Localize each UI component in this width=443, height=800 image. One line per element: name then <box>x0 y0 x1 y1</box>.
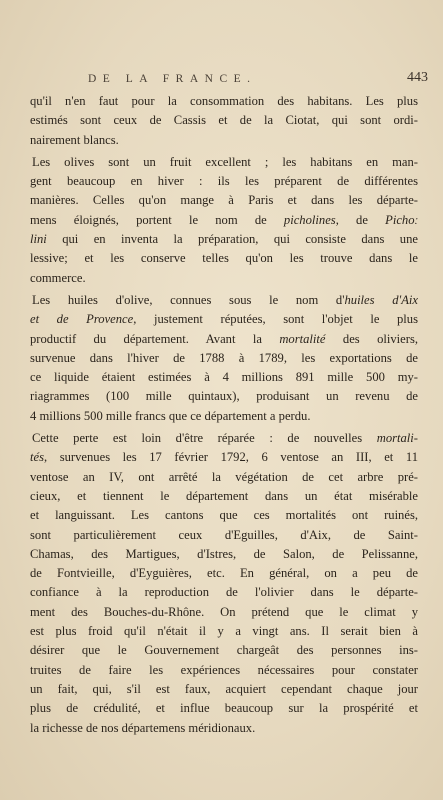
text-line <box>30 448 418 467</box>
text-line <box>30 526 418 545</box>
text-segment: la richesse de nos départemens méridionaux. <box>30 720 256 735</box>
text-segment: Cette perte est loin d'être réparée : de nouvelles <box>32 431 377 446</box>
text-line <box>30 330 418 349</box>
italic-text: picholines <box>283 212 336 227</box>
text-line <box>30 153 418 172</box>
paragraph <box>30 291 418 426</box>
text-segment: , justement réputées, sont l'objet le plus <box>133 312 418 327</box>
text-line <box>30 429 418 448</box>
text-line <box>30 191 418 210</box>
paragraph <box>30 429 418 738</box>
text-segment: qui en inventa la préparation, qui consiste dans une <box>46 232 418 247</box>
text-line <box>30 249 418 268</box>
text-line <box>30 545 418 564</box>
text-line <box>30 487 418 506</box>
text-segment: survenue dans l'hiver de 1788 à 1789, les exportations de <box>30 350 418 365</box>
text-segment: Les huiles d'olive, connues sous le nom d' <box>32 292 345 307</box>
running-head: DE LA FRANCE. <box>88 73 257 85</box>
text-line <box>30 641 418 660</box>
text-segment: ce liquide étaient estimées à 4 millions 891 mille 500 my- <box>30 370 418 385</box>
text-segment: gent beaucoup en hiver : ils les préparent de différentes <box>30 174 418 189</box>
text-line <box>30 583 418 602</box>
text-segment: est plus froid qu'il n'était il y a vingt ans. Il serait bien à <box>30 624 418 639</box>
text-line <box>30 680 418 699</box>
text-line <box>30 719 418 738</box>
text-segment: et languissant. Les cantons que ces mortalités ont ruinés, <box>30 508 418 523</box>
text-line <box>30 468 418 487</box>
italic-text: huiles d'Aix <box>344 292 418 307</box>
italic-text: mortali- <box>376 431 418 446</box>
text-segment: plus de crédulité, et influe beaucoup sur la prospérité et <box>30 701 418 716</box>
text-line <box>30 622 418 641</box>
text-segment: confiance à la reproduction de l'olivier dans le départe- <box>30 585 418 600</box>
text-segment: estimés sont ceux de Cassis et de la Ciotat, qui sont ordi- <box>30 113 418 128</box>
text-segment: ventose an IV, ont arrêté la végétation de cet arbre pré- <box>30 469 418 484</box>
text-segment: manières. Celles qu'on mange à Paris et dans les départe- <box>30 193 418 208</box>
italic-text: Pichoː <box>385 212 418 227</box>
text-segment: truites de faire les expériences nécessaires pour constater <box>30 662 418 677</box>
text-segment: mens éloignés, portent le nom de <box>30 212 284 227</box>
text-segment: nairement blancs. <box>30 132 119 147</box>
text-segment: des oliviers, <box>325 331 419 346</box>
text-segment: désirer que le Gouvernement chargeât des personnes ins- <box>30 643 418 658</box>
text-segment: cieux, et tiennent le département dans un état misérable <box>30 488 418 503</box>
text-line <box>30 349 418 368</box>
text-line <box>30 603 418 622</box>
page-number: 443 <box>407 70 428 85</box>
text-segment: , de <box>335 212 386 227</box>
text-line <box>30 310 418 329</box>
paragraph <box>30 153 418 288</box>
text-line <box>30 661 418 680</box>
text-segment: ment des Bouches-du-Rhône. On prétend que le climat y <box>30 604 418 619</box>
text-segment: riagrammes (100 mille quintaux), produisant un revenu de <box>30 389 418 404</box>
italic-text: et de Provence <box>30 312 134 327</box>
italic-text: lini <box>30 232 47 247</box>
text-segment: commerce. <box>30 270 86 285</box>
text-line <box>30 387 418 406</box>
text-line <box>30 291 418 310</box>
text-line <box>30 172 418 191</box>
text-line <box>30 506 418 525</box>
text-segment: Les olives sont un fruit excellent ; les habitans en man- <box>32 154 418 169</box>
text-line <box>30 131 418 150</box>
italic-text: tés <box>30 450 44 465</box>
page-header <box>30 70 430 92</box>
text-segment: productif du département. Avant la <box>30 331 280 346</box>
text-segment: Chamas, des Martigues, d'Istres, de Salon, de Pelissanne, <box>30 546 418 561</box>
italic-text: mortalité <box>279 331 326 346</box>
text-segment: 4 millions 500 mille francs que ce département a perdu. <box>30 408 311 423</box>
text-segment: qu'il n'en faut pour la consommation des habitans. Les plus <box>30 94 418 108</box>
text-line <box>30 269 418 288</box>
text-segment: sont particulièrement ceux d'Eguilles, d'Aix, de Saint- <box>30 527 418 542</box>
text-line <box>30 92 418 111</box>
text-segment: lessive; et les conserve telles qu'on les trouve dans le <box>30 251 418 266</box>
text-segment: , survenues les 17 février 1792, 6 ventose an III, et 11 <box>44 450 418 465</box>
text-line <box>30 211 418 230</box>
text-line <box>30 230 418 249</box>
text-segment: de Fontvieille, d'Eyguières, etc. En général, on a peu de <box>30 566 418 581</box>
paragraph <box>30 92 418 150</box>
text-line <box>30 368 418 387</box>
text-line <box>30 407 418 426</box>
text-line <box>30 564 418 583</box>
text-line <box>30 111 418 130</box>
text-line <box>30 699 418 718</box>
text-segment: un fait, qui, s'il est faux, acquiert cependant chaque jour <box>30 681 418 696</box>
body-text <box>30 92 418 738</box>
